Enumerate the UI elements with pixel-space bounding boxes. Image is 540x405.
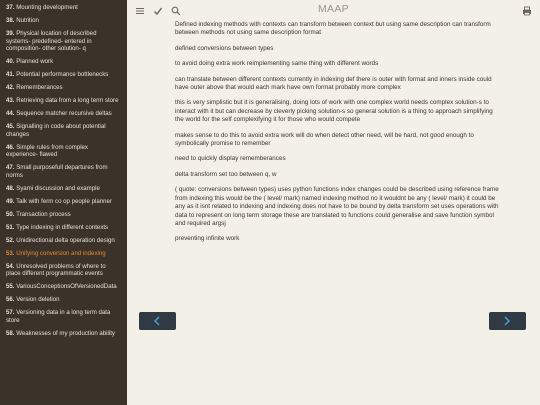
sidebar-item[interactable] <box>0 164 127 179</box>
sidebar-item-number: 41. <box>6 71 15 79</box>
chevron-left-icon <box>152 316 162 326</box>
sidebar-item-number: 43. <box>6 97 15 105</box>
content-paragraph: defined conversions between types <box>175 44 274 52</box>
sidebar-item-number: 37. <box>6 3 15 11</box>
sidebar-item-number: 38. <box>6 16 15 24</box>
sidebar-item-label: Potential performance bottlenecks <box>16 71 109 79</box>
content-paragraph: delta transform set too between q, w <box>175 170 277 178</box>
sidebar-item-number: 44. <box>6 110 15 118</box>
sidebar-item[interactable] <box>0 185 127 193</box>
content-paragraph: this is very simplistic but it is generalising, doing lots of work with one complex world needs complex solution-s to interact with it but can decrease by cleverly picking solution-s so general solution is a thing to approach simplifying the world for the self complexifying it for those who would compete <box>175 99 493 124</box>
note-content <box>175 21 500 251</box>
sidebar-item[interactable] <box>0 84 127 92</box>
sidebar-item-number: 42. <box>6 84 15 92</box>
sidebar-item[interactable] <box>0 123 127 138</box>
sidebar <box>0 0 127 405</box>
content-paragraph: makes sense to do this to avoid extra work will do when detect other need, will be hard, not good enough to symbolically promise to remember <box>175 131 474 148</box>
sidebar-item-number: 57. <box>6 309 15 317</box>
sidebar-item[interactable] <box>0 237 127 245</box>
sidebar-item[interactable] <box>0 296 127 304</box>
content-paragraph: to avoid doing extra work reimplementing same thing with different words <box>175 60 379 68</box>
sidebar-item-label: Versioning data in a long term data store <box>6 309 111 324</box>
sidebar-item-label: Unidirectional delta operation design <box>16 236 115 244</box>
sidebar-item-label: Transaction process <box>16 210 71 218</box>
sidebar-item[interactable] <box>0 58 127 66</box>
sidebar-list <box>0 0 127 343</box>
sidebar-item-label: Sequence matcher recursive deltas <box>16 110 112 118</box>
sidebar-item-label: Syami discussion and example <box>16 184 100 192</box>
main-panel <box>127 0 540 405</box>
sidebar-item-label: Talk with ferm co op people planner <box>16 197 112 205</box>
sidebar-item-number: 52. <box>6 236 15 244</box>
sidebar-item-label: Unresolved problems of where to place different programmatic events <box>6 262 106 278</box>
sidebar-item-label: Weaknesses of my production ability <box>16 329 115 337</box>
content-paragraph: can translate between different contexts currently in indexing def there is outer with format and inners inside could have outer above that would each mark have own format probably more complex <box>175 75 492 92</box>
sidebar-item-label: VariousConceptionsOfVersionedData <box>16 283 117 291</box>
sidebar-item-number: 56. <box>6 296 15 304</box>
sidebar-item-number: 47. <box>6 164 15 172</box>
toolbar <box>127 0 540 20</box>
print-icon[interactable] <box>521 4 533 16</box>
sidebar-item-label: Type indexing in different contexts <box>16 223 109 231</box>
sidebar-item-number: 51. <box>6 223 15 231</box>
sidebar-item-label: Nutrition <box>16 16 39 24</box>
app-title: MAAP <box>318 3 349 15</box>
sidebar-item[interactable] <box>0 144 127 159</box>
sidebar-item-label: Small purposefull departures from norms <box>6 164 108 179</box>
sidebar-item-number: 49. <box>6 197 15 205</box>
sidebar-item[interactable] <box>0 224 127 232</box>
sidebar-item-number: 48. <box>6 184 15 192</box>
sidebar-item-number: 40. <box>6 58 15 66</box>
sidebar-item-label: Signalling in code about potential changes <box>6 123 106 138</box>
content-paragraph: preventing infinite work <box>175 235 240 243</box>
sidebar-item-number: 50. <box>6 210 15 218</box>
sidebar-item-label: Version deletion <box>16 296 60 304</box>
sidebar-item-label: Mounting development <box>16 3 78 11</box>
sidebar-item[interactable] <box>0 30 127 53</box>
sidebar-item-label: Planned work <box>16 58 54 66</box>
next-button[interactable] <box>489 312 526 330</box>
sidebar-item[interactable] <box>0 330 127 338</box>
previous-button[interactable] <box>139 312 176 330</box>
sidebar-item-number: 58. <box>6 329 15 337</box>
sidebar-item-label: Physical location of described systems- predefined- entered in composition- other solution- q <box>6 29 97 53</box>
sidebar-item-number: 53. <box>6 249 15 257</box>
sidebar-item[interactable] <box>0 211 127 219</box>
sidebar-item[interactable] <box>0 263 127 278</box>
sidebar-item[interactable] <box>0 198 127 206</box>
sidebar-item[interactable] <box>0 4 127 12</box>
sidebar-item[interactable] <box>0 97 127 105</box>
sidebar-item[interactable] <box>0 283 127 291</box>
sidebar-item[interactable] <box>0 250 127 258</box>
sidebar-item[interactable] <box>0 309 127 324</box>
sidebar-item-number: 45. <box>6 123 15 131</box>
sidebar-item-label: Retrieving data from a long term store <box>16 97 119 105</box>
sidebar-item-number: 54. <box>6 262 15 270</box>
sidebar-item-label: Rememberances <box>16 84 63 92</box>
sidebar-item-number: 55. <box>6 283 15 291</box>
sidebar-item-number: 46. <box>6 143 15 151</box>
sidebar-item-label: Simple rules from complex experience- flawed <box>6 143 88 159</box>
chevron-right-icon <box>502 316 512 326</box>
content-paragraph: ( quote: conversions between types) uses python functions index changes could be described using reference frame from indexing this would be the ( level/ mark) named indexing method no it wouldnt be any ( level/ mark) it could be any as it isnt related to indexing and indexing does not have to be bound by delta transform set uses operations with data to represent on long term storage these are translated to functions could generalise and save function symbol and required argsj <box>175 186 499 227</box>
sidebar-item[interactable] <box>0 110 127 118</box>
sidebar-item[interactable] <box>0 17 127 25</box>
sidebar-item-number: 39. <box>6 29 15 37</box>
content-paragraph: need to quickly display rememberances <box>175 155 286 163</box>
content-paragraph: Defined indexing methods with contexts can transform between context but using same description can transform between methods not using same description format <box>175 21 491 37</box>
sidebar-item[interactable] <box>0 71 127 79</box>
sidebar-item-label: Unifying conversion and indexing <box>16 249 106 257</box>
